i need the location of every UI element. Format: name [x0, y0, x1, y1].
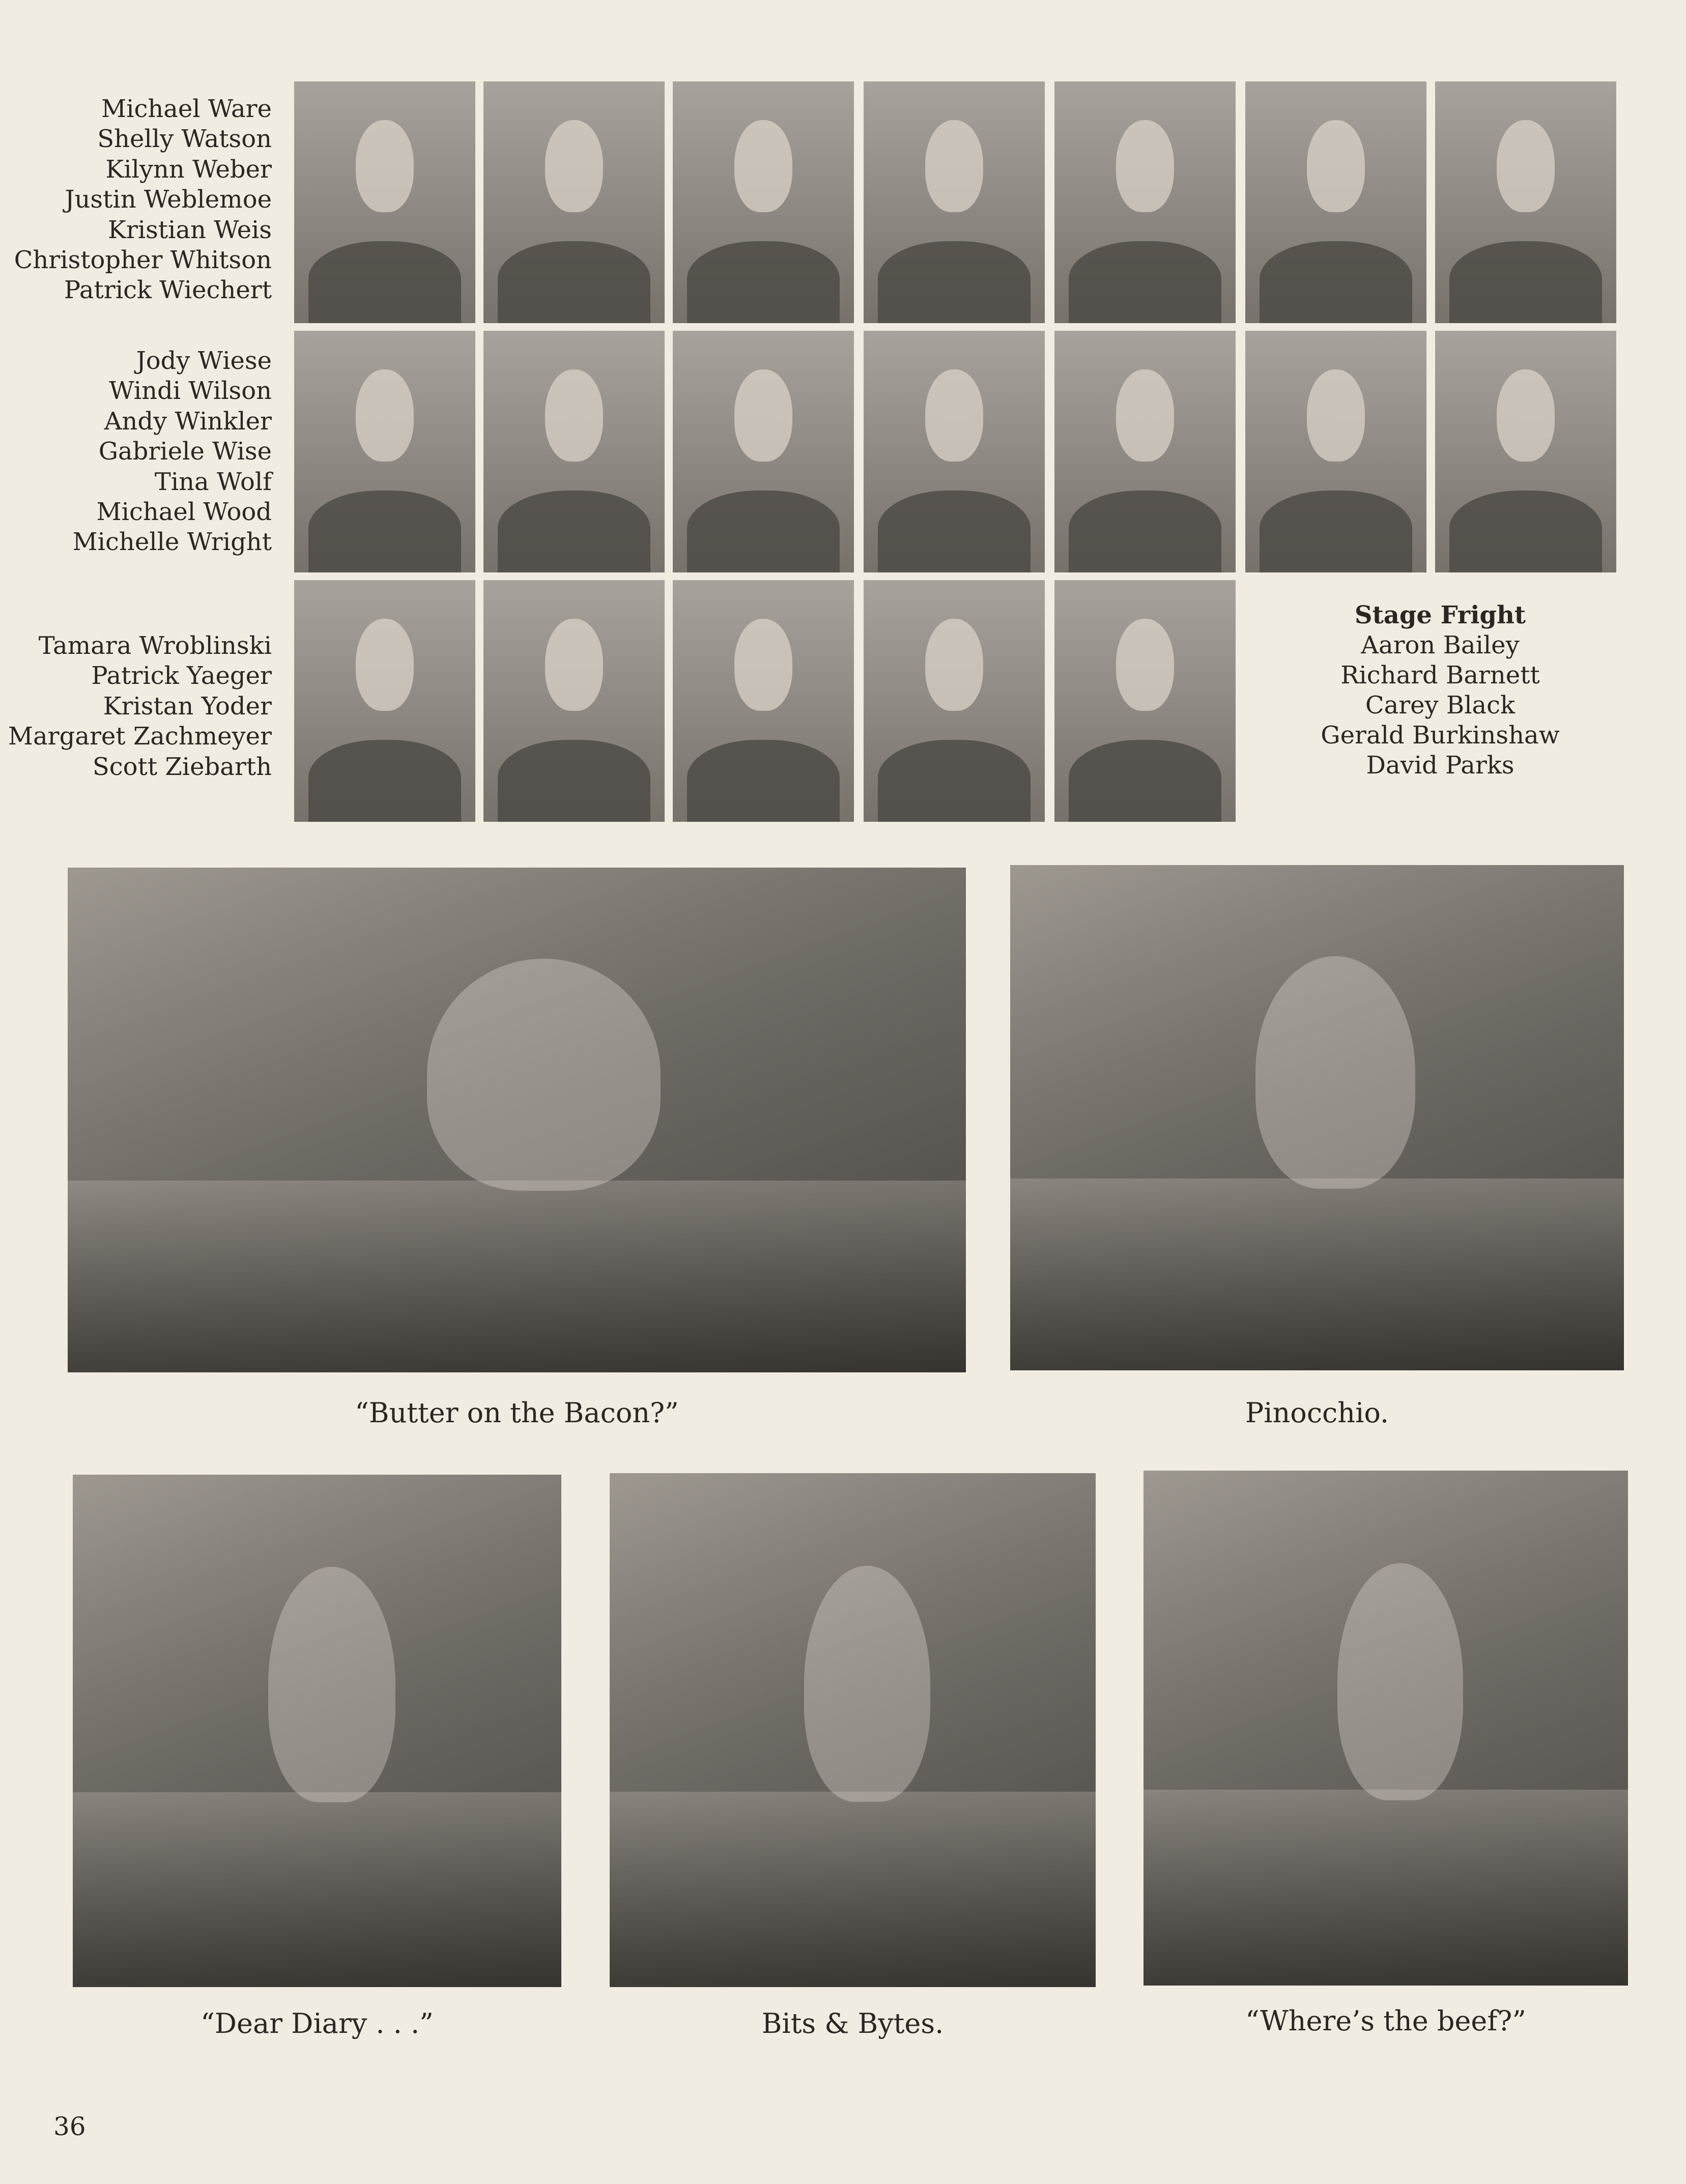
name-list-row-1 — [0, 94, 272, 306]
student-portrait — [483, 81, 665, 323]
student-name: Patrick Wiechert — [64, 276, 272, 305]
student-portrait — [294, 331, 475, 572]
student-name: Justin Weblemoe — [65, 185, 272, 214]
student-portrait — [864, 81, 1045, 323]
stage-fright-heading: Stage Fright — [1354, 601, 1526, 629]
candid-photo-bits — [610, 1473, 1096, 1987]
student-portrait — [294, 81, 475, 323]
student-portrait — [673, 81, 854, 323]
student-name: Kristan Yoder — [103, 692, 272, 721]
student-name: Shelly Watson — [97, 125, 272, 154]
page-number: 36 — [53, 2112, 86, 2141]
name-list-row-2 — [0, 346, 272, 558]
student-portrait — [1054, 81, 1236, 323]
candid-photo-butter — [68, 868, 966, 1372]
caption-beef: “Where’s the beef?” — [1245, 2005, 1526, 2037]
student-portrait — [673, 580, 854, 822]
student-portrait — [483, 580, 665, 822]
student-portrait — [1054, 580, 1236, 822]
student-name: Kristian Weis — [107, 215, 272, 244]
stage-fright-member: Carey Black — [1365, 691, 1516, 720]
student-name: Christopher Whitson — [14, 246, 272, 275]
stage-fright-member: Richard Barnett — [1340, 661, 1540, 689]
student-name: Tina Wolf — [154, 467, 272, 496]
student-name: Kilynn Weber — [105, 155, 272, 184]
student-portrait — [1245, 331, 1426, 572]
student-portrait — [483, 331, 665, 572]
student-portrait — [1054, 331, 1236, 572]
caption-bits: Bits & Bytes. — [761, 2007, 944, 2039]
stage-fright-member: Gerald Burkinshaw — [1321, 721, 1560, 750]
student-name: Scott Ziebarth — [92, 752, 272, 781]
student-portrait — [1435, 331, 1616, 572]
name-list-row-3 — [0, 631, 272, 782]
student-name: Andy Winkler — [104, 407, 272, 436]
stage-fright-list — [1252, 600, 1628, 781]
candid-photo-beef — [1144, 1471, 1628, 1986]
student-name: Michael Ware — [101, 95, 272, 123]
student-name: Margaret Zachmeyer — [8, 722, 272, 751]
candid-photo-pinocchio — [1010, 865, 1624, 1370]
student-portrait — [673, 331, 854, 572]
stage-fright-member: Aaron Bailey — [1361, 631, 1520, 659]
student-name: Michael Wood — [96, 498, 272, 527]
caption-butter: “Butter on the Bacon?” — [355, 1397, 679, 1429]
caption-pinocchio: Pinocchio. — [1245, 1397, 1389, 1429]
student-portrait — [864, 580, 1045, 822]
student-name: Jody Wiese — [136, 347, 272, 375]
candid-photo-diary — [73, 1475, 561, 1987]
student-name: Gabriele Wise — [98, 437, 272, 466]
stage-fright-member: David Parks — [1366, 751, 1514, 780]
caption-diary: “Dear Diary . . .” — [201, 2007, 434, 2039]
student-name: Tamara Wroblinski — [38, 631, 272, 660]
student-name: Windi Wilson — [109, 377, 272, 406]
student-portrait — [1245, 81, 1426, 323]
student-portrait — [864, 331, 1045, 572]
student-name: Michelle Wright — [72, 528, 272, 557]
student-portrait — [294, 580, 475, 822]
student-portrait — [1435, 81, 1616, 323]
student-name: Patrick Yaeger — [91, 662, 272, 691]
